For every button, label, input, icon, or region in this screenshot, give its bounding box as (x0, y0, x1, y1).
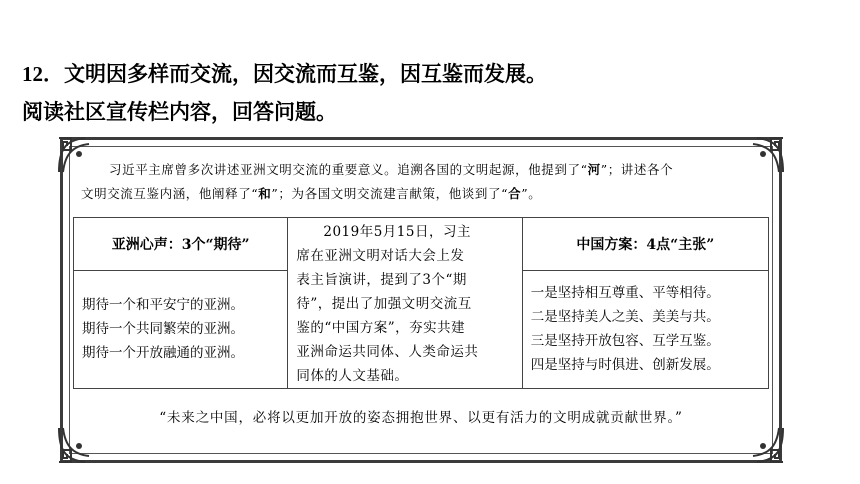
intro-text-2: ”；讲述各个 (600, 162, 674, 177)
middle-line: 亚洲命运共同体、人类命运共 (296, 344, 479, 360)
middle-line: 席在亚洲文明对话大会上发 (296, 248, 465, 264)
intro-text-5: ”。 (521, 186, 542, 201)
closing-quote: “未来之中国，必将以更加开放的姿态拥抱世界、以更有活力的文明成就贡献世界。” (159, 410, 683, 426)
keyword-he-harmony: 和 (258, 186, 272, 201)
middle-line: 待”，提出了加强文明交流互 (296, 296, 472, 312)
middle-line: 2019年5月15日，习主 (323, 224, 471, 240)
bulletin-board (60, 137, 782, 463)
middle-text-cell (288, 218, 522, 389)
question-title (22, 58, 547, 88)
list-item: 一是坚持相互尊重、平等相待。 (530, 285, 720, 302)
list-item: 期待一个共同繁荣的亚洲。 (82, 321, 244, 338)
middle-line: 同体的人文基础。 (296, 368, 409, 384)
ornament-corner-icon (55, 422, 101, 468)
intro-text-4: ”；为各国文明交流建言献策，他谈到了“ (271, 186, 509, 201)
china-plan-list (522, 270, 768, 388)
ornament-corner-icon (741, 422, 787, 468)
keyword-he-cooperation: 合 (508, 186, 522, 201)
asia-voice-header: 亚洲心声：3个“期待” (74, 218, 288, 271)
question-instruction: 阅读社区宣传栏内容，回答问题。 (22, 99, 337, 124)
list-item: 期待一个和平安宁的亚洲。 (82, 297, 244, 314)
question-number: 12． (22, 62, 64, 86)
middle-line: 鉴的“中国方案”，夯实共建 (296, 320, 466, 336)
asia-voice-list (74, 270, 288, 388)
question-text: 文明因多样而交流，因交流而互鉴，因互鉴而发展。 (64, 61, 547, 86)
content-table (73, 217, 769, 389)
list-item: 二是坚持美人之美、美美与共。 (530, 309, 720, 326)
list-item: 三是坚持开放包容、互学互鉴。 (530, 333, 720, 350)
list-item: 期待一个开放融通的亚洲。 (82, 345, 244, 362)
intro-paragraph (81, 158, 761, 206)
keyword-he: 河 (587, 162, 601, 177)
china-plan-header: 中国方案：4点“主张” (522, 218, 768, 271)
middle-line: 表主旨演讲，提到了3个“期 (296, 272, 467, 288)
intro-text-3: 文明交流互鉴内涵，他阐释了“ (81, 186, 259, 201)
intro-text-1: 习近平主席曾多次讲述亚洲文明交流的重要意义。追溯各国的文明起源，他提到了“ (109, 162, 588, 177)
list-item: 四是坚持与时俱进、创新发展。 (530, 357, 720, 374)
